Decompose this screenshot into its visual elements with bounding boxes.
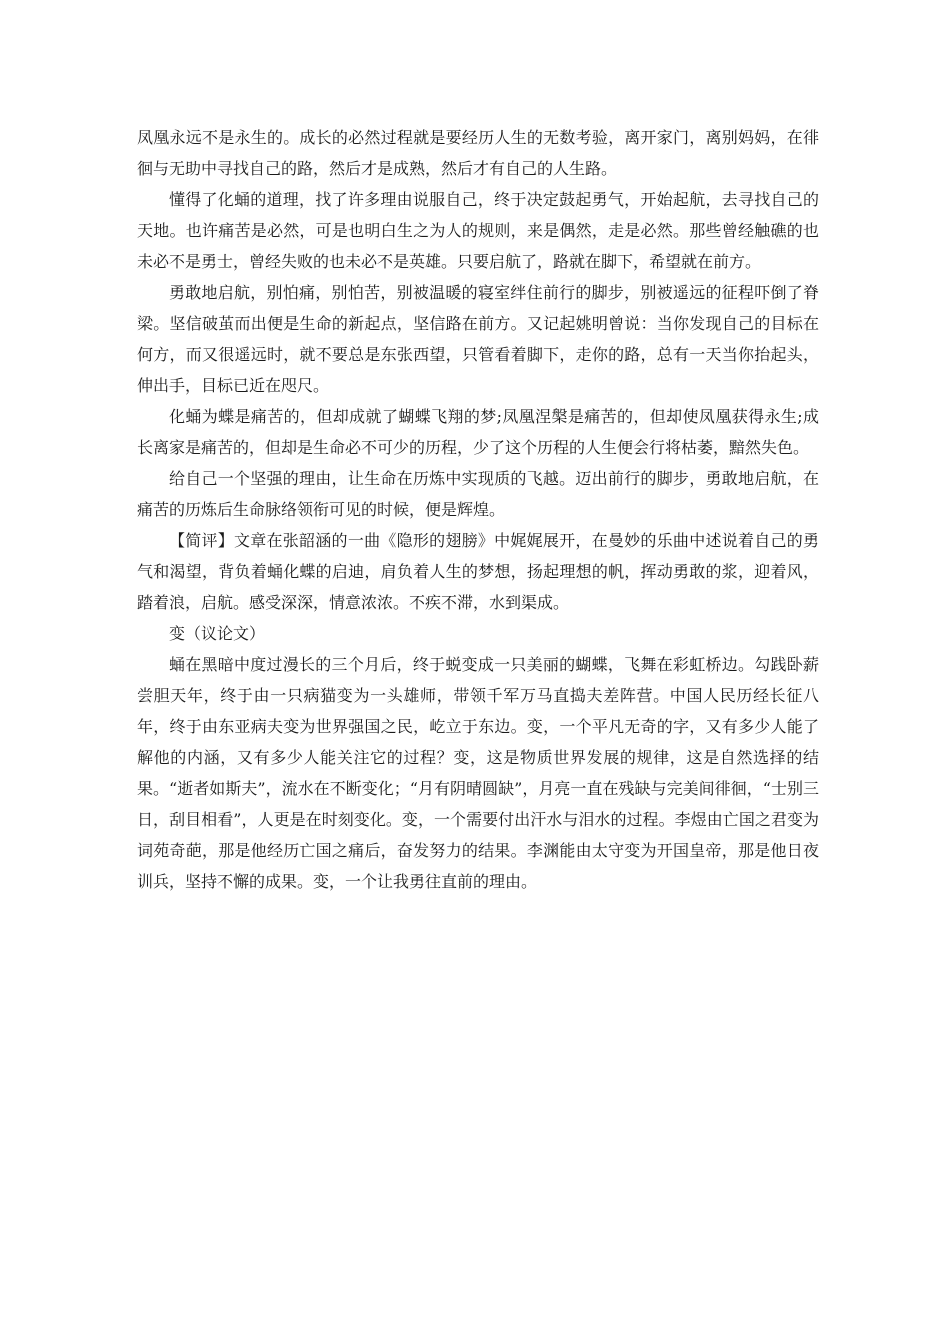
paragraph-4: 化蛹为蝶是痛苦的，但却成就了蝴蝶飞翔的梦;凤凰涅槃是痛苦的，但却使凤凰获得永生;成长离家是痛苦的，但却是生命必不可少的历程，少了这个历程的人生便会行将枯萎，黯然失色。 bbox=[137, 407, 819, 457]
paragraph-3: 勇敢地启航，别怕痛，别怕苦，别被温暖的寝室绊住前行的脚步，别被遥远的征程吓倒了脊梁。坚信破茧而出便是生命的新起点，坚信路在前方。又记起姚明曾说：当你发现自己的目标在何方，而又很遥远时，就不要总是东张西望，只管看着脚下，走你的路，总有一天当你抬起头，伸出手，目标已近在咫尺。 bbox=[137, 283, 819, 395]
paragraph-2: 懂得了化蛹的道理，找了许多理由说服自己，终于决定鼓起勇气，开始起航，去寻找自己的天地。也许痛苦是必然，可是也明白生之为人的规则，来是偶然，走是必然。那些曾经触礁的也未必不是勇士，曾经失败的也未必不是英雄。只要启航了，路就在脚下，希望就在前方。 bbox=[137, 190, 819, 271]
document-body bbox=[137, 122, 819, 897]
comment-paragraph: 【简评】文章在张韶涵的一曲《隐形的翅膀》中娓娓展开，在曼妙的乐曲中述说着自己的勇气和渴望，背负着蛹化蝶的启迪，肩负着人生的梦想，扬起理想的帆，挥动勇敢的浆，迎着风，踏着浪，启航。感受深深，情意浓浓。不疾不滞，水到渠成。 bbox=[137, 531, 819, 612]
paragraph-1: 凤凰永远不是永生的。成长的必然过程就是要经历人生的无数考验，离开家门，离别妈妈，在徘徊与无助中寻找自己的路，然后才是成熟，然后才有自己的人生路。 bbox=[137, 128, 819, 178]
essay-title: 变（议论文） bbox=[169, 624, 266, 643]
paragraph-5: 给自己一个坚强的理由，让生命在历炼中实现质的飞越。迈出前行的脚步，勇敢地启航，在痛苦的历炼后生命脉络领衔可见的时候，便是辉煌。 bbox=[137, 469, 819, 519]
paragraph-8: 蛹在黑暗中度过漫长的三个月后，终于蜕变成一只美丽的蝴蝶，飞舞在彩虹桥边。勾践卧薪尝胆天年，终于由一只病猫变为一头雄师，带领千军万马直捣夫差阵营。中国人民历经长征八年，终于由东亚病夫变为世界强国之民，屹立于东边。变，一个平凡无奇的字，又有多少人能了解他的内涵，又有多少人能关注它的过程？变，这是物质世界发展的规律，这是自然选择的结果。“逝者如斯夫”，流水在不断变化；“月有阴晴圆缺”，月亮一直在残缺与完美间徘徊，“士别三日，刮目相看”，人更是在时刻变化。变，一个需要付出汗水与泪水的过程。李煜由亡国之君变为词苑奇葩，那是他经历亡国之痛后，奋发努力的结果。李渊能由太守变为开国皇帝，那是他日夜训兵，坚持不懈的成果。变，一个让我勇往直前的理由。 bbox=[137, 655, 819, 891]
